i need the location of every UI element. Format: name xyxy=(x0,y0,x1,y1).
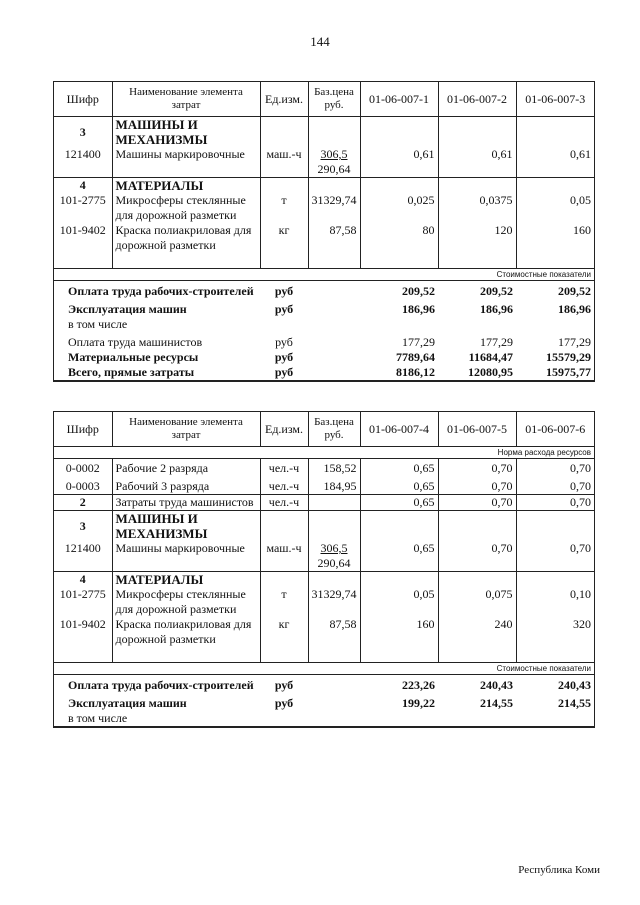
header-rate-1: 01-06-007-1 xyxy=(360,82,438,117)
row-name: Рабочие 2 разряда xyxy=(112,459,260,477)
section-number: 3 xyxy=(54,511,112,542)
summary-name: Оплата труда рабочих-строителей xyxy=(68,678,254,692)
row-unit: маш.-ч xyxy=(260,541,308,572)
price-base: 306,5 xyxy=(320,541,348,555)
row-value: 320 xyxy=(573,617,591,631)
row-value: 160 xyxy=(360,617,438,647)
table-row xyxy=(54,541,594,572)
row-name: Рабочий 3 разряда xyxy=(112,476,260,495)
summary-name: Эксплуатация машин xyxy=(68,696,187,710)
row-code: 2 xyxy=(54,495,112,511)
summary-unit: руб xyxy=(274,302,294,316)
row-price: 31329,74 xyxy=(308,193,360,223)
row-value: 0,70 xyxy=(438,495,516,511)
summary-value: 186,96 xyxy=(402,302,435,316)
rates-table-1 xyxy=(54,82,594,381)
section-title: МАТЕРИАЛЫ xyxy=(112,572,260,588)
row-name: Машины маркировочные xyxy=(112,541,260,572)
row-value: 0,70 xyxy=(438,459,516,477)
row-value: 0,61 xyxy=(438,147,516,178)
summary-unit: руб xyxy=(275,335,293,349)
summary-unit: руб xyxy=(274,284,294,298)
row-price: 184,95 xyxy=(308,476,360,495)
row-price: 31329,74 xyxy=(308,587,360,617)
summary-value: 8186,12 xyxy=(360,365,438,381)
row-unit: чел.-ч xyxy=(260,476,308,495)
header-rate-5: 01-06-007-5 xyxy=(438,412,516,447)
table-row xyxy=(54,223,594,253)
header-price: Баз.цена руб. xyxy=(308,412,360,447)
row-value: 0,65 xyxy=(360,541,438,572)
row-name: Микросферы стеклянные для дорожной разметки xyxy=(112,193,260,223)
summary-name: Оплата труда рабочих-строителей xyxy=(68,284,254,298)
row-code: 0-0003 xyxy=(54,476,112,495)
row-unit: маш.-ч xyxy=(260,147,308,178)
summary-value: 214,55 xyxy=(558,696,591,710)
section-number: 4 xyxy=(54,178,112,194)
summary-name: Оплата труда машинистов xyxy=(68,335,203,349)
row-unit: т xyxy=(260,587,308,617)
summary-value: 11684,47 xyxy=(468,350,513,364)
summary-value: 7789,64 xyxy=(396,350,435,364)
row-value: 0,025 xyxy=(360,193,438,223)
row-value: 0,61 xyxy=(570,147,591,161)
row-unit: кг xyxy=(260,223,308,253)
band-label: Норма расхода ресурсов xyxy=(54,447,594,459)
summary-name: в том числе xyxy=(68,317,128,331)
summary-value: 209,52 xyxy=(480,284,513,298)
row-value: 0,70 xyxy=(438,476,516,495)
price-base: 306,5 xyxy=(320,147,348,161)
header-price: Баз.цена руб. xyxy=(308,82,360,117)
summary-name: Материальные ресурсы xyxy=(68,350,199,364)
row-price xyxy=(308,541,360,572)
row-unit: чел.-ч xyxy=(260,495,308,511)
table-header xyxy=(54,412,594,447)
row-name: Микросферы стеклянные для дорожной разметки xyxy=(112,587,260,617)
header-name: Наименование элемента затрат xyxy=(112,412,260,447)
row-value: 80 xyxy=(360,223,438,253)
band-cost-indicators xyxy=(54,269,594,281)
section-materials xyxy=(54,178,594,194)
row-value: 0,65 xyxy=(360,476,438,495)
row-value: 0,05 xyxy=(360,587,438,617)
header-code: Шифр xyxy=(54,412,112,447)
row-value: 0,70 xyxy=(516,495,594,511)
summary-value: 240,43 xyxy=(480,678,513,692)
row-unit: т xyxy=(260,193,308,223)
section-machines xyxy=(54,511,594,542)
section-title: МАТЕРИАЛЫ xyxy=(112,178,260,194)
summary-unit: руб xyxy=(274,350,294,364)
table-row xyxy=(54,193,594,223)
summary-row xyxy=(54,281,594,300)
rates-table-2 xyxy=(54,412,594,727)
row-code: 0-0002 xyxy=(54,459,112,477)
row-value: 240 xyxy=(438,617,516,647)
price-current: 290,64 xyxy=(317,556,351,570)
summary-row xyxy=(54,332,594,350)
price-current: 290,64 xyxy=(317,162,351,176)
header-code: Шифр xyxy=(54,82,112,117)
row-code: 101-2775 xyxy=(54,193,112,223)
section-materials xyxy=(54,572,594,588)
row-code: 101-9402 xyxy=(54,617,112,647)
summary-row xyxy=(54,693,594,711)
row-name: Краска полиакриловая для дорожной разметки xyxy=(112,223,260,253)
row-unit: кг xyxy=(260,617,308,647)
summary-row xyxy=(54,711,594,727)
summary-row xyxy=(54,675,594,694)
summary-name: Эксплуатация машин xyxy=(68,302,187,316)
band-cost-indicators xyxy=(54,663,594,675)
summary-row xyxy=(54,299,594,317)
row-name: Затраты труда машинистов xyxy=(112,495,260,511)
row-name: Краска полиакриловая для дорожной разметки xyxy=(112,617,260,647)
table-row xyxy=(54,587,594,617)
table-row xyxy=(54,617,594,647)
summary-value: 186,96 xyxy=(480,302,513,316)
row-value: 0,70 xyxy=(438,541,516,572)
row-value: 0,70 xyxy=(570,479,591,493)
summary-value: 199,22 xyxy=(402,696,435,710)
section-title: МАШИНЫ И МЕХАНИЗМЫ xyxy=(112,511,260,542)
section-title: МАШИНЫ И МЕХАНИЗМЫ xyxy=(112,117,260,148)
summary-value: 15975,77 xyxy=(516,365,594,381)
row-price: 87,58 xyxy=(308,617,360,647)
summary-row xyxy=(54,350,594,365)
summary-value: 12080,95 xyxy=(438,365,516,381)
row-value: 0,65 xyxy=(360,495,438,511)
summary-name: Всего, прямые затраты xyxy=(54,365,260,381)
summary-name: в том числе xyxy=(54,711,260,727)
summary-value: 186,96 xyxy=(558,302,591,316)
summary-row xyxy=(54,317,594,332)
table-row xyxy=(54,459,594,477)
row-value: 0,05 xyxy=(570,193,591,207)
row-code: 121400 xyxy=(54,147,112,178)
header-rate-6: 01-06-007-6 xyxy=(516,412,594,447)
band-resource-norm xyxy=(54,447,594,459)
section-number: 4 xyxy=(54,572,112,588)
header-rate-3: 01-06-007-3 xyxy=(516,82,594,117)
band-label: Стоимостные показатели xyxy=(54,663,594,675)
header-rate-4: 01-06-007-4 xyxy=(360,412,438,447)
summary-unit: руб xyxy=(274,696,294,710)
row-price: 87,58 xyxy=(308,223,360,253)
row-code: 101-2775 xyxy=(54,587,112,617)
row-code: 101-9402 xyxy=(54,223,112,253)
summary-row xyxy=(54,365,594,381)
summary-value: 177,29 xyxy=(558,335,591,349)
table-row xyxy=(54,476,594,495)
summary-value: 177,29 xyxy=(480,335,513,349)
page-number: 144 xyxy=(310,34,330,49)
summary-unit: руб xyxy=(260,365,308,381)
summary-value: 214,55 xyxy=(480,696,513,710)
row-value: 160 xyxy=(573,223,591,237)
table-row xyxy=(54,495,594,511)
summary-value: 240,43 xyxy=(558,678,591,692)
row-unit: чел.-ч xyxy=(260,459,308,477)
row-value: 0,10 xyxy=(570,587,591,601)
summary-value: 209,52 xyxy=(402,284,435,298)
row-value: 0,075 xyxy=(438,587,516,617)
row-value: 120 xyxy=(438,223,516,253)
table-row xyxy=(54,147,594,178)
row-code: 121400 xyxy=(54,541,112,572)
header-name: Наименование элемента затрат xyxy=(112,82,260,117)
section-number: 3 xyxy=(54,117,112,148)
row-value: 0,0375 xyxy=(438,193,516,223)
row-price xyxy=(308,147,360,178)
row-value: 0,65 xyxy=(360,459,438,477)
footer-region: Республика Коми xyxy=(518,864,600,876)
summary-value: 177,29 xyxy=(402,335,435,349)
row-value: 0,61 xyxy=(360,147,438,178)
row-name: Машины маркировочные xyxy=(112,147,260,178)
summary-value: 223,26 xyxy=(402,678,435,692)
band-label: Стоимостные показатели xyxy=(54,269,594,281)
table-header xyxy=(54,82,594,117)
section-machines xyxy=(54,117,594,148)
summary-unit: руб xyxy=(274,678,294,692)
header-rate-2: 01-06-007-2 xyxy=(438,82,516,117)
row-price: 158,52 xyxy=(308,459,360,477)
summary-value: 15579,29 xyxy=(546,350,591,364)
header-unit: Ед.изм. xyxy=(260,412,308,447)
row-value: 0,70 xyxy=(570,541,591,555)
row-value: 0,70 xyxy=(570,461,591,475)
header-unit: Ед.изм. xyxy=(260,82,308,117)
summary-value: 209,52 xyxy=(558,284,591,298)
